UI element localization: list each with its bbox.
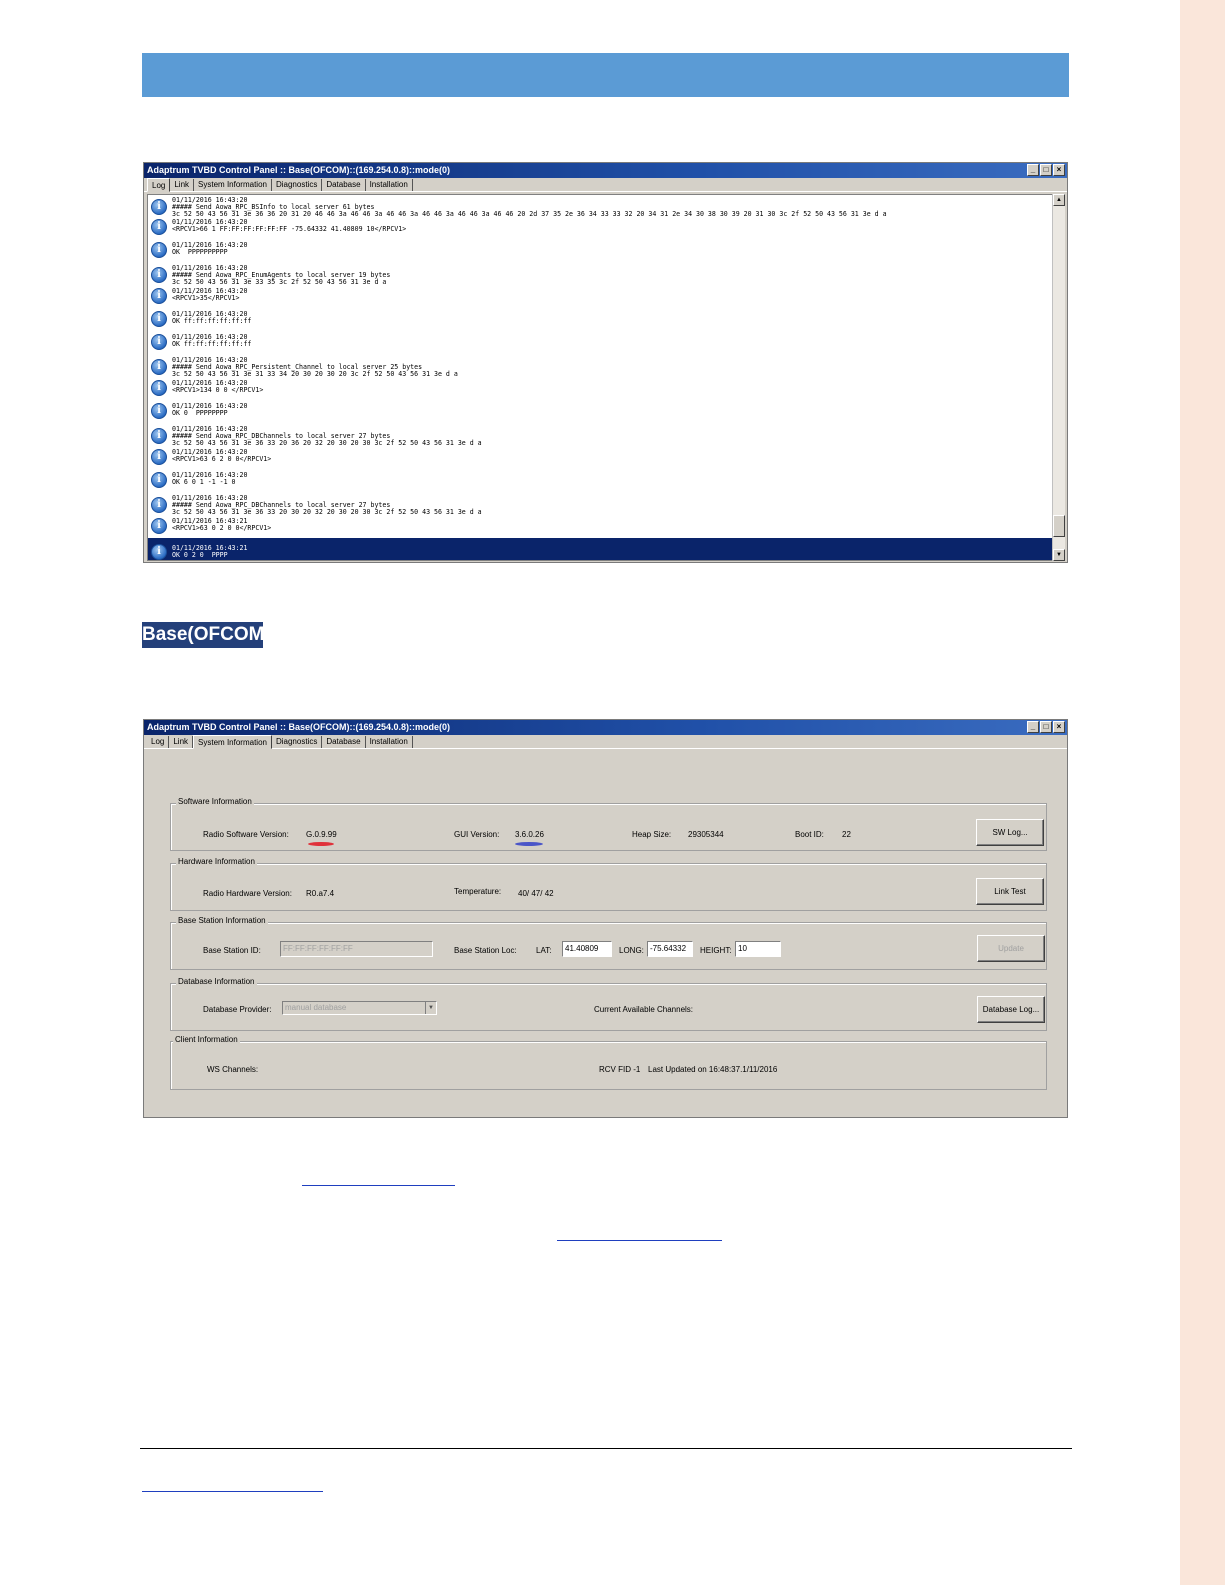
log-scrollbar[interactable] [1052,194,1065,561]
tab-link[interactable]: Link [170,179,194,191]
log-entry[interactable] [151,242,247,256]
selected-row-highlight [148,538,1053,560]
log-line: 01/11/2016 16:43:20 [172,310,248,318]
rcv-fid-text: RCV FID -1 [599,1065,641,1074]
database-log-button[interactable]: Database Log... [977,996,1045,1023]
tab-installation[interactable]: Installation [366,179,413,191]
tab-log[interactable]: Log [147,736,169,748]
log-line: ##### Send Aowa_RPC_EnumAgents to local server 19 bytes [172,270,391,279]
info-icon: i [151,288,167,304]
long-label: LONG: [619,946,644,955]
footer-link-underline[interactable] [142,1491,323,1492]
log-list[interactable] [147,194,1053,561]
database-provider-value: manual database [285,1003,347,1012]
info-icon: i [151,380,167,396]
log-line: ##### Send Aowa_RPC_BSInfo to local server 61 bytes [172,202,375,211]
client-info-group [170,1035,1047,1090]
log-entry[interactable] [151,545,247,559]
tab-database[interactable]: Database [322,179,365,191]
group-title: Database Information [178,977,255,986]
log-line: 3c 52 50 43 56 31 3e 31 33 34 20 30 20 30 20 3c 2f 52 50 43 56 31 3e d a [172,369,458,378]
log-line: OK ff:ff:ff:ff:ff:ff [172,316,252,325]
log-entry[interactable] [151,518,271,532]
gui-version-value: 3.6.0.26 [515,830,544,839]
log-line: <RPCV1>63 0 2 0 0</RPCV1> [172,523,272,532]
radio-hw-value: R0.a7.4 [306,889,335,898]
link-underline-2[interactable] [557,1240,722,1241]
tab-installation[interactable]: Installation [366,736,413,748]
database-provider-label: Database Provider: [203,1005,272,1014]
close-icon[interactable]: × [1053,164,1065,176]
control-panel-window-sysinfo [143,719,1068,1118]
lat-label: LAT: [536,946,552,955]
close-icon[interactable]: × [1053,721,1065,733]
gui-version-label: GUI Version: [454,830,500,839]
log-entry[interactable] [151,334,251,348]
sw-log-button[interactable]: SW Log... [976,819,1044,846]
radio-sw-value: G.0.9.99 [306,830,337,839]
maximize-icon[interactable]: □ [1040,721,1052,733]
tab-diagnostics[interactable]: Diagnostics [272,179,322,191]
log-line: 01/11/2016 16:43:20 [172,402,248,410]
tab-database[interactable]: Database [322,736,365,748]
tab-log[interactable]: Log [147,178,170,192]
tab-strip [144,178,1067,192]
log-line: 3c 52 50 43 56 31 3e 36 36 20 31 20 46 46 3a 46 46 3a 46 46 3a 46 46 3a 46 46 3a 46 46 20 2d 37 35 2e 36 34 33 33 32 20 34 31 2e 34 30 38 30 39 20 31 30 3c 2f 52 50 43 56 31 3e d a [172,209,887,218]
base-station-loc-label: Base Station Loc: [454,946,517,955]
log-line: 3c 52 50 43 56 31 3e 36 33 20 36 20 32 20 30 20 30 3c 2f 52 50 43 56 31 3e d a [172,438,482,447]
log-entry[interactable] [151,472,247,486]
red-underline-mark [308,842,334,846]
log-entry[interactable] [151,311,251,325]
log-line: 01/11/2016 16:43:20 [172,241,248,249]
update-button[interactable]: Update [977,935,1045,962]
database-info-group [170,977,1047,1031]
link-test-button[interactable]: Link Test [976,878,1044,905]
log-line: 01/11/2016 16:43:20 [172,448,248,456]
log-line: OK ff:ff:ff:ff:ff:ff [172,339,252,348]
log-line: 01/11/2016 16:43:20 [172,425,248,433]
boot-id-label: Boot ID: [795,830,824,839]
maximize-icon[interactable]: □ [1040,164,1052,176]
log-entry[interactable] [151,380,263,394]
minimize-icon[interactable]: _ [1027,164,1039,176]
log-line: ##### Send Aowa_RPC_DBChannels to local server 27 bytes [172,500,391,509]
log-entry[interactable] [151,197,887,217]
log-entry[interactable] [151,219,406,233]
tab-diagnostics[interactable]: Diagnostics [272,736,322,748]
window-title: Adaptrum TVBD Control Panel :: Base(OFCOM)::(169.254.0.8)::mode(0) [147,165,451,175]
info-icon: i [151,359,167,375]
log-entry[interactable] [151,357,458,377]
log-line: ##### Send Aowa_RPC_DBChannels to local server 27 bytes [172,431,391,440]
window-titlebar[interactable] [144,720,1067,735]
lat-field[interactable]: 41.40809 [562,941,612,957]
info-icon: i [151,334,167,350]
log-line: 01/11/2016 16:43:21 [172,517,248,525]
group-title: Software Information [178,797,252,806]
log-line: 3c 52 50 43 56 31 3e 33 35 3c 2f 52 50 43 56 31 3e d a [172,277,387,286]
ws-channels-label: WS Channels: [207,1065,259,1074]
height-label: HEIGHT: [700,946,732,955]
current-channels-label: Current Available Channels: [594,1005,694,1014]
info-icon: i [151,267,167,283]
tab-system-information[interactable]: System Information [193,735,272,749]
software-info-group [170,797,1047,851]
info-icon: i [151,242,167,258]
scroll-up-icon[interactable]: ▲ [1053,194,1065,206]
log-line: 01/11/2016 16:43:20 [172,379,248,387]
log-line: 01/11/2016 16:43:20 [172,287,248,295]
group-title: Base Station Information [178,916,266,925]
link-underline-1[interactable] [302,1185,455,1186]
base-station-id-label: Base Station ID: [203,946,261,955]
last-updated-text: Last Updated on 16:48:37.1/11/2016 [648,1065,778,1074]
height-field[interactable]: 10 [735,941,781,957]
info-icon: i [151,219,167,235]
tab-link[interactable]: Link [169,736,193,748]
window-title: Adaptrum TVBD Control Panel :: Base(OFCOM)::(169.254.0.8)::mode(0) [147,722,451,732]
dropdown-arrow-icon[interactable]: ▼ [425,1002,436,1014]
log-line: <RPCV1>134 0 0 </RPCV1> [172,385,264,394]
tab-system-information[interactable]: System Information [194,179,272,191]
info-icon: i [151,497,167,513]
minimize-icon[interactable]: _ [1027,721,1039,733]
log-entry[interactable] [151,495,482,515]
log-line: 01/11/2016 16:43:20 [172,356,248,364]
log-line: 01/11/2016 16:43:20 [172,218,248,226]
info-icon: i [151,311,167,327]
heap-size-value: 29305344 [688,830,724,839]
scroll-down-icon[interactable]: ▼ [1053,549,1065,561]
log-line: 01/11/2016 16:43:20 [172,333,248,341]
log-entry[interactable] [151,426,482,446]
radio-hw-label: Radio Hardware Version: [203,889,292,898]
log-line: OK 6 0 1 -1 -1 0 [172,477,236,486]
log-entry[interactable] [151,449,271,463]
blue-underline-mark [515,842,543,846]
info-icon: i [151,428,167,444]
footer-rule [140,1448,1072,1449]
log-line: 01/11/2016 16:43:20 [172,471,248,479]
temperature-value: 40/ 47/ 42 [518,889,554,898]
window-titlebar[interactable] [144,163,1067,178]
base-station-id-field[interactable]: FF:FF:FF:FF:FF:FF [280,941,433,957]
section-header-bar [142,53,1069,97]
info-icon: i [151,403,167,419]
info-icon: i [151,518,167,534]
database-provider-select[interactable] [282,1001,437,1015]
base-station-info-group [170,916,1047,970]
info-icon: i [151,544,167,560]
temperature-label: Temperature: [454,887,502,896]
log-line: OK PPPPPPPPPP [172,247,228,256]
log-line: 01/11/2016 16:43:20 [172,196,248,204]
group-title: Hardware Information [178,857,255,866]
radio-sw-label: Radio Software Version: [203,830,289,839]
tab-strip [144,735,1067,749]
info-icon: i [151,472,167,488]
control-panel-window-log [143,162,1068,563]
log-line: 01/11/2016 16:43:20 [172,494,248,502]
hardware-info-group [170,857,1047,911]
log-line: <RPCV1>63 6 2 0 0</RPCV1> [172,454,272,463]
log-line: 3c 52 50 43 56 31 3e 36 33 20 30 20 32 20 30 20 30 3c 2f 52 50 43 56 31 3e d a [172,507,482,516]
log-line: 01/11/2016 16:43:20 [172,264,248,272]
log-line: ##### Send Aowa_RPC_Persistent_Channel to local server 25 bytes [172,362,423,371]
log-line: 01/11/2016 16:43:21 [172,544,248,552]
base-ofcom-badge: Base(OFCOM) [142,622,263,648]
log-entry[interactable] [151,403,247,417]
heap-size-label: Heap Size: [632,830,672,839]
boot-id-value: 22 [842,830,851,839]
scroll-thumb[interactable] [1053,515,1065,537]
log-line: <RPCV1>66 1 FF:FF:FF:FF:FF:FF -75.64332 41.40809 10</RPCV1> [172,224,407,233]
log-line: OK 0 PPPPPPPP [172,408,228,417]
info-icon: i [151,449,167,465]
log-entry[interactable] [151,265,390,285]
log-entry[interactable] [151,288,247,302]
log-line: <RPCV1>35</RPCV1> [172,293,240,302]
long-field[interactable]: -75.64332 [647,941,693,957]
group-title: Client Information [175,1035,238,1044]
info-icon: i [151,199,167,215]
log-line: OK 0 2 0 PPPP [172,550,228,559]
page-margin-strip [1180,0,1225,1585]
